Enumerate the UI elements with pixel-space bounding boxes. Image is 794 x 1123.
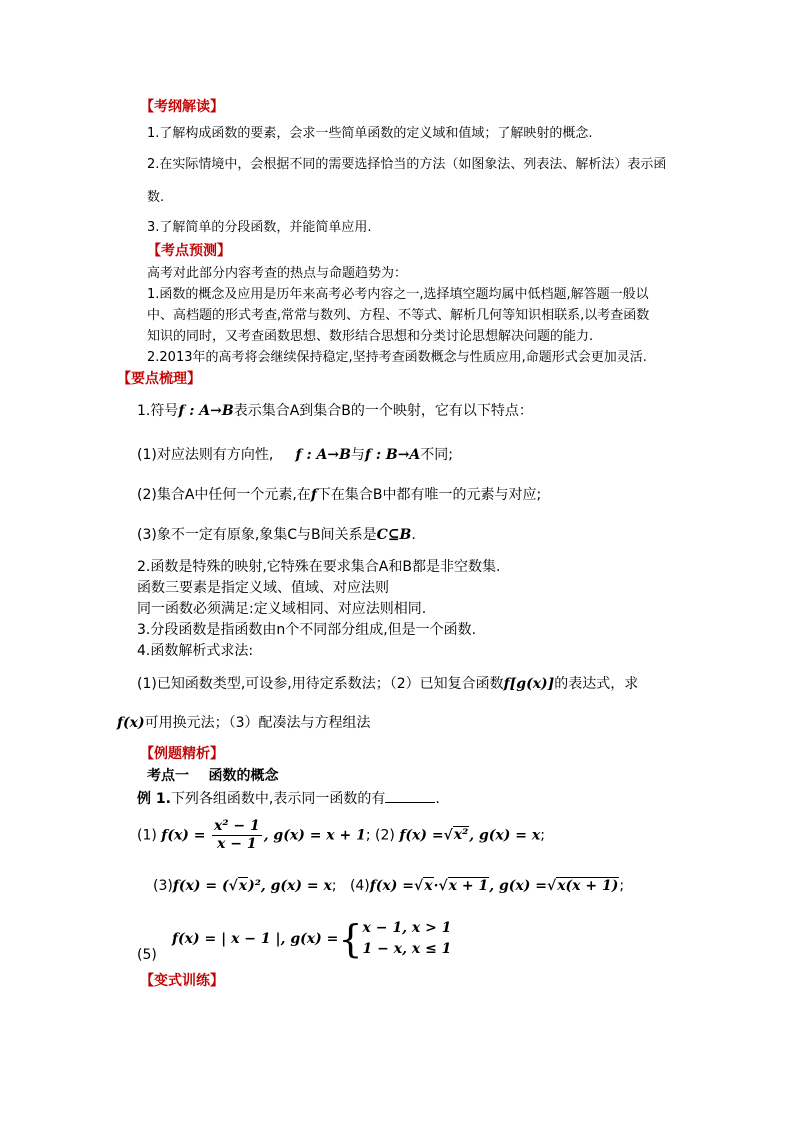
prediction-p1-line1: 1.函数的概念及应用是历年来高考必考内容之一,选择填空题均属中低档题,解答题一般以 [147,287,649,302]
section-header-key-points: 【要点梳理】 [117,371,201,387]
section-header-practice: 【变式训练】 [140,973,224,989]
example-item-5-expr: f(x) = | x − 1 |, g(x) ={ x − 1, x > 1 1 − x, x ≤ 1 [172,917,452,961]
key-point-2c: 同一函数必须满足:定义域相同、对应法则相同. [137,601,427,617]
key-point-1-item-2: (2)集合A中任何一个元素,在f下在集合B中都有唯一的元素与对应; [137,487,542,503]
section-header-examples: 【例题精析】 [140,746,224,762]
mapping-notation: f : A→B [178,403,234,419]
example-1-question: 例 1.下列各组函数中,表示同一函数的有 . [137,791,440,807]
syllabus-item-1: 1.了解构成函数的要素，会求一些简单函数的定义域和值域；了解映射的概念. [147,126,593,141]
key-point-4-line2: f(x)可用换元法；（3）配凑法与方程组法 [117,715,371,731]
prediction-p1-line3: 知识的同时，又考查函数思想、数形结合思想和分类讨论思想解决问题的能力. [147,329,594,344]
key-point-1: 1.符号f : A→B表示集合A到集合B的一个映射，它有以下特点： [137,403,533,419]
topic-heading: 考点一 函数的概念 [147,768,279,784]
key-point-4: 4.函数解析式求法: [137,643,254,659]
key-point-1-item-3: (3)象不一定有原象,象集C与B间关系是C⊆B. [137,527,416,543]
key-point-3: 3.分段函数是指函数由n个不同部分组成,但是一个函数. [137,622,477,638]
prediction-p2: 2.2013年的高考将会继续保持稳定,坚持考查函数概念与性质应用,命题形式会更加灵活. [147,350,647,365]
syllabus-item-3: 3.了解简单的分段函数，并能简单应用. [147,220,372,235]
syllabus-item-2-cont: 数. [147,190,165,205]
prediction-intro: 高考对此部分内容考查的热点与命题趋势为： [147,266,408,281]
section-header-prediction: 【考点预测】 [147,243,231,259]
syllabus-item-2: 2.在实际情境中，会根据不同的需要选择恰当的方法（如图象法、列表法、解析法）表示函 [147,157,667,172]
example-item-3-4: (3)f(x) = (√x)², g(x) = x; (4)f(x) =√x·√x + 1, g(x) =√x(x + 1); [153,878,625,894]
key-point-4-line1: (1)已知函数类型,可设参,用待定系数法；（2）已知复合函数f[g(x)]的表达式，求 [137,676,639,692]
example-item-1-2: (1) f(x) = $\frac{\text{x² − 1}}{x - 1}$ , g(x) = x + 1; (2) f(x) =√x², g(x) = x; [137,818,545,852]
answer-blank [385,790,435,803]
key-point-2: 2.函数是特殊的映射,它特殊在要求集合A和B都是非空数集. [137,559,501,575]
key-point-2b: 函数三要素是指定义域、值域、对应法则 [137,580,389,596]
example-item-5-label: (5) [137,947,157,963]
prediction-p1-line2: 中、高档题的形式考查,常常与数列、方程、不等式、解析几何等知识相联系,以考查函数 [147,308,650,323]
key-point-1-item-1: (1)对应法则有方向性, f : A→B与f : B→A不同; [137,447,454,463]
section-header-syllabus: 【考纲解读】 [140,99,224,115]
